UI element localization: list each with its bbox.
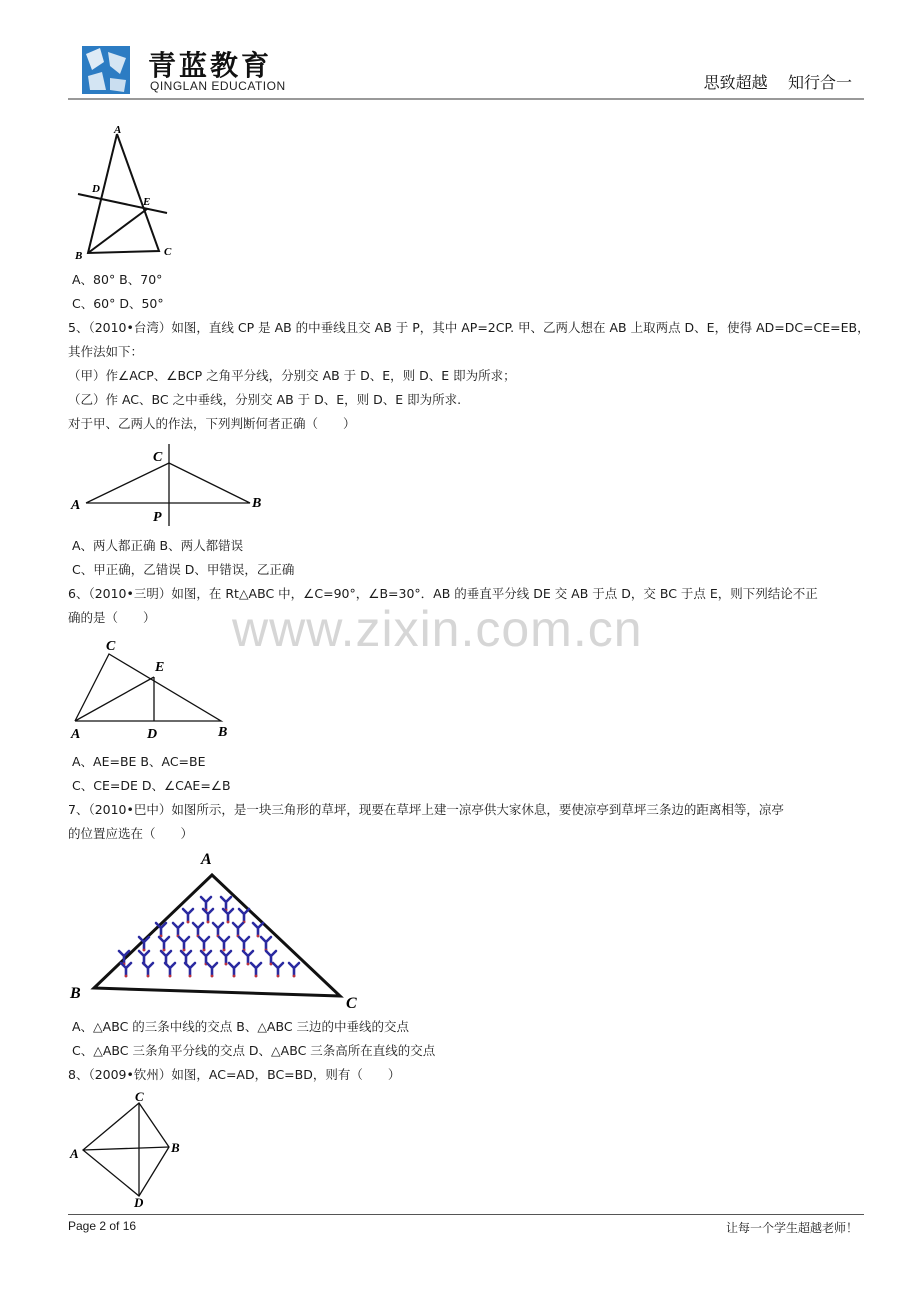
q7-label-a: A — [201, 851, 212, 868]
grass-tuft — [121, 963, 131, 976]
grass-tuft — [213, 923, 223, 936]
q4-figure — [70, 122, 180, 260]
grass-tuft — [273, 963, 283, 976]
q8-label-a: A — [70, 1146, 79, 1161]
grass-tuft — [165, 963, 175, 976]
grass-dot — [183, 949, 186, 952]
watermark: www.zixin.com.cn — [232, 601, 643, 657]
grass-tuft — [201, 951, 211, 964]
grass-tuft — [239, 909, 249, 922]
q7-stem-2: 的位置应选在（ ） — [68, 826, 194, 841]
q7-options-1: A、△ABC 的三条中线的交点 B、△ABC 三边的中垂线的交点 — [72, 1019, 410, 1034]
footer-rule — [68, 1214, 864, 1215]
q5-stem-4: （乙）作 AC、BC 之中垂线，分别交 AB 于 D、E，则 D、E 即为所求. — [68, 392, 462, 407]
q6-label-d: D — [147, 727, 158, 742]
q5-options-1: A、两人都正确 B、两人都错误 — [72, 538, 244, 553]
grass-tuft — [261, 937, 271, 950]
q7-label-b: B — [70, 985, 81, 1002]
q8-label-b: B — [171, 1140, 180, 1155]
grass-tuft — [183, 909, 193, 922]
q8-stem-1: 8、（2009•钦州）如图，AC=AD，BC=BD，则有（ ） — [68, 1067, 401, 1082]
grass-tuft — [253, 923, 263, 936]
q4-label-d: D — [92, 183, 100, 195]
q6-figure — [66, 636, 236, 742]
grass-tuft — [289, 963, 299, 976]
grass-tuft — [179, 937, 189, 950]
q7-stem-1: 7、（2010•巴中）如图所示，是一块三角形的草坪，现要在草坪上建一凉亭供大家休息，要使凉亭到草坪三条边的距离相等，凉亭 — [68, 802, 784, 817]
q5-label-p: P — [153, 510, 162, 525]
grass-dot — [203, 949, 206, 952]
q5-stem-2: 其作法如下： — [68, 344, 144, 359]
q6-options-2: C、CE=DE D、∠CAE=∠B — [72, 778, 231, 793]
grass-dot — [125, 975, 128, 978]
q6-options-1: A、AE=BE B、AC=BE — [72, 754, 206, 769]
grass-dot — [163, 949, 166, 952]
grass-dot — [255, 975, 258, 978]
q5-label-c: C — [153, 450, 163, 465]
q4-label-b: B — [75, 250, 83, 260]
grass-tuft — [193, 923, 203, 936]
brand-name: 青蓝教育 — [148, 49, 273, 82]
grass-tuft — [223, 909, 233, 922]
q5-label-b: B — [252, 496, 262, 511]
grass-dot — [187, 921, 190, 924]
header-rule — [68, 98, 864, 100]
q5-stem-5: 对于甲、乙两人的作法，下列判断何者正确（ ） — [68, 416, 356, 431]
grass-dot — [143, 949, 146, 952]
q7-label-c: C — [346, 995, 357, 1012]
q4-options-2: C、60° D、50° — [72, 296, 164, 311]
grass-tuft — [159, 937, 169, 950]
grass-dot — [169, 975, 172, 978]
q8-label-d: D — [134, 1195, 144, 1210]
grass-dot — [189, 975, 192, 978]
grass-dot — [227, 921, 230, 924]
q8-label-c: C — [135, 1089, 144, 1104]
q6-label-a: A — [71, 727, 81, 742]
header-slogan: 思致超越 知行合一 — [703, 73, 852, 92]
grass-dot — [207, 921, 210, 924]
q4-options-1: A、80° B、70° — [72, 272, 163, 287]
q8-figure — [66, 1088, 191, 1210]
grass-dot — [293, 975, 296, 978]
q6-label-b: B — [218, 725, 228, 740]
grass-tuft — [233, 923, 243, 936]
q5-figure — [66, 442, 266, 528]
grass-dot — [233, 975, 236, 978]
q6-label-e: E — [155, 660, 165, 675]
logo-mark — [80, 44, 132, 96]
footer-motto: 让每一个学生超越老师！ — [725, 1221, 858, 1235]
brand-name-en: QINGLAN EDUCATION — [150, 79, 286, 93]
q4-label-c: C — [164, 246, 172, 258]
grass-tuft — [185, 963, 195, 976]
grass-tuft — [139, 951, 149, 964]
q7-options-2: C、△ABC 三条角平分线的交点 D、△ABC 三条高所在直线的交点 — [72, 1043, 436, 1058]
grass-tuft — [266, 951, 276, 964]
grass-tuft — [251, 963, 261, 976]
grass-dot — [211, 975, 214, 978]
q4-label-a: A — [114, 124, 122, 136]
grass-tuft — [229, 963, 239, 976]
grass-dot — [147, 975, 150, 978]
grass-dot — [257, 935, 260, 938]
q4-label-e: E — [143, 196, 151, 208]
q5-options-2: C、甲正确，乙错误 D、甲错误，乙正确 — [72, 562, 295, 577]
grass-tuft — [219, 937, 229, 950]
q6-label-c: C — [106, 639, 116, 654]
grass-dot — [223, 949, 226, 952]
grass-dot — [225, 963, 228, 966]
q5-label-a: A — [71, 498, 81, 513]
q7-figure — [66, 848, 366, 1012]
grass-tuft — [207, 963, 217, 976]
grass-tuft — [143, 963, 153, 976]
grass-tuft — [199, 937, 209, 950]
q6-stem-1: 6、（2010•三明）如图，在 Rt△ABC 中，∠C=90°，∠B=30°．AB 的垂直平分线 DE 交 AB 于点 D，交 BC 于点 E，则下列结论不正 — [68, 586, 818, 601]
q5-stem-3: （甲）作∠ACP、∠BCP 之角平分线，分别交 AB 于 D、E，则 D、E 即为所求； — [68, 368, 516, 383]
grass-tuft — [173, 923, 183, 936]
grass-dot — [277, 975, 280, 978]
grass-dot — [247, 963, 250, 966]
grass-tuft — [239, 937, 249, 950]
grass-tuft — [203, 909, 213, 922]
q6-stem-2: 确的是（ ） — [68, 610, 156, 625]
q5-stem-1: 5、（2010•台湾）如图，直线 CP 是 AB 的中垂线且交 AB 于 P，其中 AP=2CP. 甲、乙两人想在 AB 上取两点 D、E，使得 AD=DC=CE=EB， — [68, 320, 870, 335]
page-number: Page 2 of 16 — [68, 1219, 137, 1233]
grass-tuft — [161, 951, 171, 964]
grass-tuft — [181, 951, 191, 964]
